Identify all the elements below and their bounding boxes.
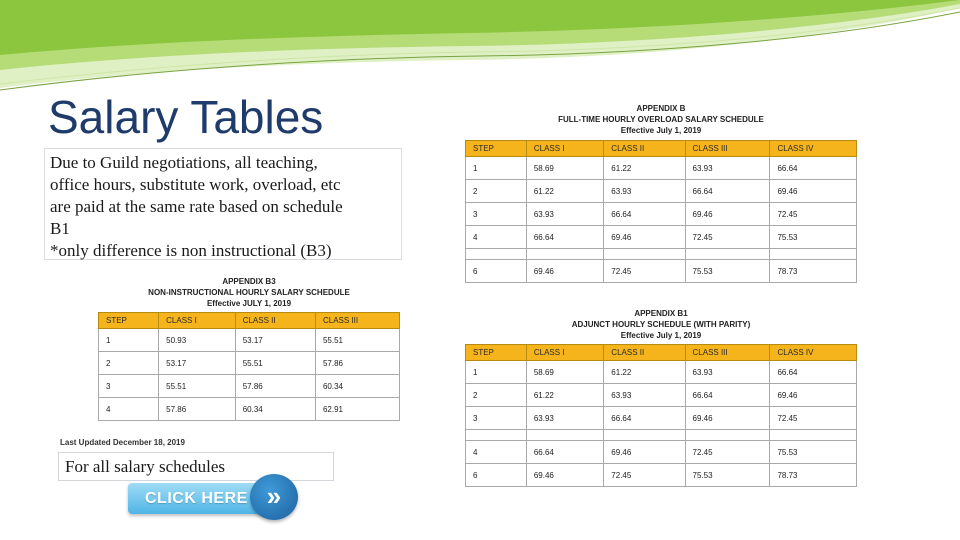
table-cell: 66.64 xyxy=(685,180,770,203)
table-cell: 66.64 xyxy=(770,157,857,180)
table-row xyxy=(99,352,400,375)
appendix-b-subtitle: FULL-TIME HOURLY OVERLOAD SALARY SCHEDULE xyxy=(558,115,764,124)
table-cell: 66.64 xyxy=(526,226,603,249)
intro-line: are paid at the same rate based on schedule xyxy=(50,197,343,216)
table-cell: 69.46 xyxy=(604,226,685,249)
appendix-b1-title: APPENDIX B1 xyxy=(634,309,688,318)
click-here-button[interactable] xyxy=(128,474,298,520)
column-header: CLASS II xyxy=(235,313,315,329)
intro-line: *only difference is non instructional (B3) xyxy=(50,241,332,260)
table-cell: 60.34 xyxy=(315,375,399,398)
column-header: CLASS III xyxy=(685,345,770,361)
table-cell: 63.93 xyxy=(526,407,603,430)
table-header-row xyxy=(466,345,857,361)
table-cell: 72.45 xyxy=(685,226,770,249)
intro-line: Due to Guild negotiations, all teaching, xyxy=(50,153,318,172)
column-header: STEP xyxy=(466,141,527,157)
table-cell: 58.69 xyxy=(526,157,603,180)
column-header: CLASS III xyxy=(685,141,770,157)
intro-line: office hours, substitute work, overload, etc xyxy=(50,175,341,194)
table-spacer-row xyxy=(466,249,857,260)
table-cell: 69.46 xyxy=(526,260,603,283)
table-cell: 63.93 xyxy=(604,180,685,203)
intro-text-box xyxy=(44,148,402,260)
table-cell: 72.45 xyxy=(685,441,770,464)
column-header: STEP xyxy=(99,313,159,329)
table-header-row xyxy=(466,141,857,157)
table-row xyxy=(99,398,400,421)
table-cell: 53.17 xyxy=(159,352,236,375)
table-row xyxy=(466,407,857,430)
table-cell: 69.46 xyxy=(685,407,770,430)
table-cell: 72.45 xyxy=(770,203,857,226)
table-cell: 57.86 xyxy=(159,398,236,421)
table-cell: 63.93 xyxy=(685,157,770,180)
column-header: CLASS II xyxy=(604,141,685,157)
table-cell: 62.91 xyxy=(315,398,399,421)
table-cell: 75.53 xyxy=(685,260,770,283)
table-cell: 66.64 xyxy=(526,441,603,464)
table-cell: 69.46 xyxy=(685,203,770,226)
table-cell: 72.45 xyxy=(770,407,857,430)
table-row xyxy=(466,157,857,180)
table-cell: 66.64 xyxy=(685,384,770,407)
last-updated-note: Last Updated December 18, 2019 xyxy=(60,438,185,447)
appendix-b3-panel xyxy=(98,276,400,421)
table-cell: 3 xyxy=(466,407,527,430)
table-cell: 4 xyxy=(466,226,527,249)
table-row xyxy=(466,203,857,226)
column-header: CLASS II xyxy=(604,345,685,361)
table-cell: 75.53 xyxy=(685,464,770,487)
table-cell: 69.46 xyxy=(770,384,857,407)
table-row xyxy=(466,464,857,487)
table-cell: 55.51 xyxy=(315,329,399,352)
table-row xyxy=(466,384,857,407)
appendix-b1-effective: Effective July 1, 2019 xyxy=(620,331,702,340)
table-cell: 78.73 xyxy=(770,260,857,283)
table-cell: 61.22 xyxy=(604,361,685,384)
table-cell: 3 xyxy=(466,203,527,226)
table-cell: 61.22 xyxy=(526,180,603,203)
table-cell: 3 xyxy=(99,375,159,398)
table-spacer-row xyxy=(466,430,857,441)
table-cell: 63.93 xyxy=(526,203,603,226)
table-row xyxy=(466,441,857,464)
column-header: CLASS IV xyxy=(770,141,857,157)
table-cell: 1 xyxy=(99,329,159,352)
table-cell: 1 xyxy=(466,361,527,384)
table-cell: 61.22 xyxy=(526,384,603,407)
appendix-b-panel xyxy=(465,103,857,283)
table-row xyxy=(99,329,400,352)
table-row xyxy=(466,260,857,283)
table-cell: 72.45 xyxy=(604,260,685,283)
appendix-b3-effective: Effective JULY 1, 2019 xyxy=(206,299,292,308)
appendix-b3-title: APPENDIX B3 xyxy=(222,277,276,286)
appendix-b1-table xyxy=(465,344,857,487)
appendix-b-table xyxy=(465,140,857,283)
column-header: CLASS III xyxy=(315,313,399,329)
table-cell: 60.34 xyxy=(235,398,315,421)
column-header: STEP xyxy=(466,345,527,361)
table-cell: 4 xyxy=(466,441,527,464)
table-cell: 69.46 xyxy=(526,464,603,487)
table-row xyxy=(99,375,400,398)
table-cell: 50.93 xyxy=(159,329,236,352)
table-cell: 66.64 xyxy=(604,203,685,226)
appendix-b3-table xyxy=(98,312,400,421)
appendix-b3-subtitle: NON-INSTRUCTIONAL HOURLY SALARY SCHEDULE xyxy=(148,288,350,297)
table-header-row xyxy=(99,313,400,329)
table-cell: 75.53 xyxy=(770,441,857,464)
table-cell: 63.93 xyxy=(604,384,685,407)
table-cell: 66.64 xyxy=(770,361,857,384)
table-cell: 75.53 xyxy=(770,226,857,249)
decorative-swoosh xyxy=(0,0,960,95)
appendix-b1-subtitle: ADJUNCT HOURLY SCHEDULE (WITH PARITY) xyxy=(571,320,751,329)
table-cell: 55.51 xyxy=(235,352,315,375)
appendix-b1-panel xyxy=(465,308,857,487)
table-row xyxy=(466,180,857,203)
chevron-double-right-icon[interactable]: » xyxy=(266,481,282,511)
table-cell: 66.64 xyxy=(604,407,685,430)
table-cell: 57.86 xyxy=(235,375,315,398)
table-cell: 2 xyxy=(466,384,527,407)
table-cell: 6 xyxy=(466,260,527,283)
table-cell: 78.73 xyxy=(770,464,857,487)
table-cell: 69.46 xyxy=(770,180,857,203)
appendix-b-title: APPENDIX B xyxy=(636,104,686,113)
table-cell: 4 xyxy=(99,398,159,421)
table-cell: 61.22 xyxy=(604,157,685,180)
appendix-b-effective: Effective July 1, 2019 xyxy=(620,126,702,135)
table-cell: 6 xyxy=(466,464,527,487)
table-cell: 2 xyxy=(466,180,527,203)
table-row xyxy=(466,226,857,249)
column-header: CLASS I xyxy=(526,345,603,361)
table-cell: 55.51 xyxy=(159,375,236,398)
slide-title: Salary Tables xyxy=(48,91,324,143)
column-header: CLASS IV xyxy=(770,345,857,361)
table-cell: 1 xyxy=(466,157,527,180)
table-cell: 58.69 xyxy=(526,361,603,384)
table-cell: 63.93 xyxy=(685,361,770,384)
table-cell: 69.46 xyxy=(604,441,685,464)
table-cell: 53.17 xyxy=(235,329,315,352)
column-header: CLASS I xyxy=(159,313,236,329)
column-header: CLASS I xyxy=(526,141,603,157)
all-schedules-text-box: For all salary schedules xyxy=(58,452,334,481)
table-cell: 72.45 xyxy=(604,464,685,487)
click-here-label[interactable]: CLICK HERE xyxy=(145,490,248,507)
intro-line: B1 xyxy=(50,219,70,238)
table-row xyxy=(466,361,857,384)
table-cell: 2 xyxy=(99,352,159,375)
table-cell: 57.86 xyxy=(315,352,399,375)
